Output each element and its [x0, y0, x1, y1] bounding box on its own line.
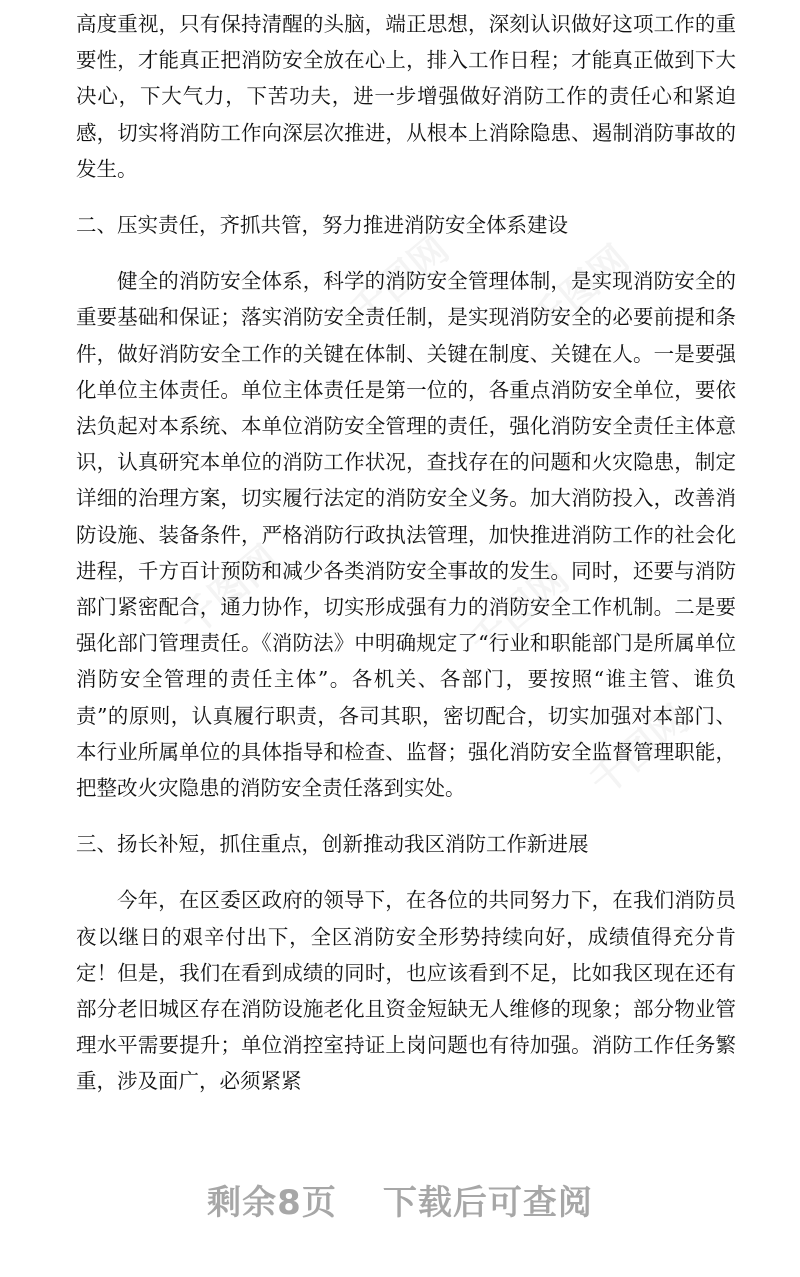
section-heading-2: 二、压实责任，齐抓共管，努力推进消防安全体系建设 — [76, 213, 568, 238]
paragraph-section-2-body: 健全的消防安全体系，科学的消防安全管理体制，是实现消防安全的重要基础和保证；落实消防安全责任制，是实现消防安全的必要前提和条件，做好消防安全工作的关键在体制、关键在制度、关键在人。一是要强化单位主体责任。单位主体责任是第一位的，各重点消防安全单位，要依法负起对本系统、本单位消防安全管理的责任，强化消防安全责任主体意识，认真研究本单位的消防工作状况，查找存在的问题和火灾隐患，制定详细的治理方案，切实履行法定的消防安全义务。加大消防投入，改善消防设施、装备条件，严格消防行政执法管理，加快推进消防工作的社会化进程，千方百计预防和减少各类消防安全事故的发生。同时，还要与消防部门紧密配合，通力协作，切实形成强有力的消防安全工作机制。二是要强化部门管理责任。《消防法》中明确规定了“行业和职能部门是所属单位消防安全管理的责任主体”。各机关、各部门，要按照“谁主管、谁负责”的原则，认真履行职责，各司其职，密切配合，切实加强对本部门、本行业所属单位的具体指导和检查、监督；强化消防安全监督管理职能，把整改火灾隐患的消防安全责任落到实处。 — [76, 269, 736, 801]
remaining-pages-label: 剩余8页 — [207, 1183, 337, 1223]
paragraph-section-3-body: 今年，在区委区政府的领导下，在各位的共同努力下，在我们消防员夜以继日的艰辛付出下，全区消防安全形势持续向好，成绩值得充分肯定！但是，我们在看到成绩的同时，也应该看到不足，比如我区现在还有部分老旧城区存在消防设施老化且资金短缺无人维修的现象；部分物业管理水平需要提升；单位消控室持证上岗问题也有待加强。消防工作任务繁重，涉及面广，必须紧紧 — [76, 888, 736, 1094]
download-prompt[interactable] — [0, 1175, 800, 1224]
watermark: 千图网 — [581, 696, 698, 804]
paragraph-gap — [76, 862, 736, 882]
paragraph-gap — [76, 806, 736, 826]
watermark: 千图网 — [341, 226, 458, 334]
download-to-view-label[interactable]: 下载后可查阅 — [382, 1183, 593, 1223]
watermark: 千图网 — [521, 236, 638, 344]
document-body — [76, 6, 736, 1100]
section-heading-3: 三、扬长补短，抓住重点，创新推动我区消防工作新进展 — [76, 832, 589, 857]
watermark: 千图网 — [171, 536, 288, 644]
paragraph-gap — [76, 243, 736, 263]
paragraph-intro-continuation: 高度重视，只有保持清醒的头脑，端正思想，深刻认识做好这项工作的重要性，才能真正把消防安全放在心上，排入工作日程；才能真正做到下大决心，下大气力，下苦功夫，进一步增强做好消防工作的责任心和紧迫感，切实将消防工作向深层次推进，从根本上消除隐患、遏制消防事故的发生。 — [76, 12, 736, 181]
watermark: 千图网 — [461, 556, 578, 664]
paragraph-gap — [76, 187, 736, 207]
